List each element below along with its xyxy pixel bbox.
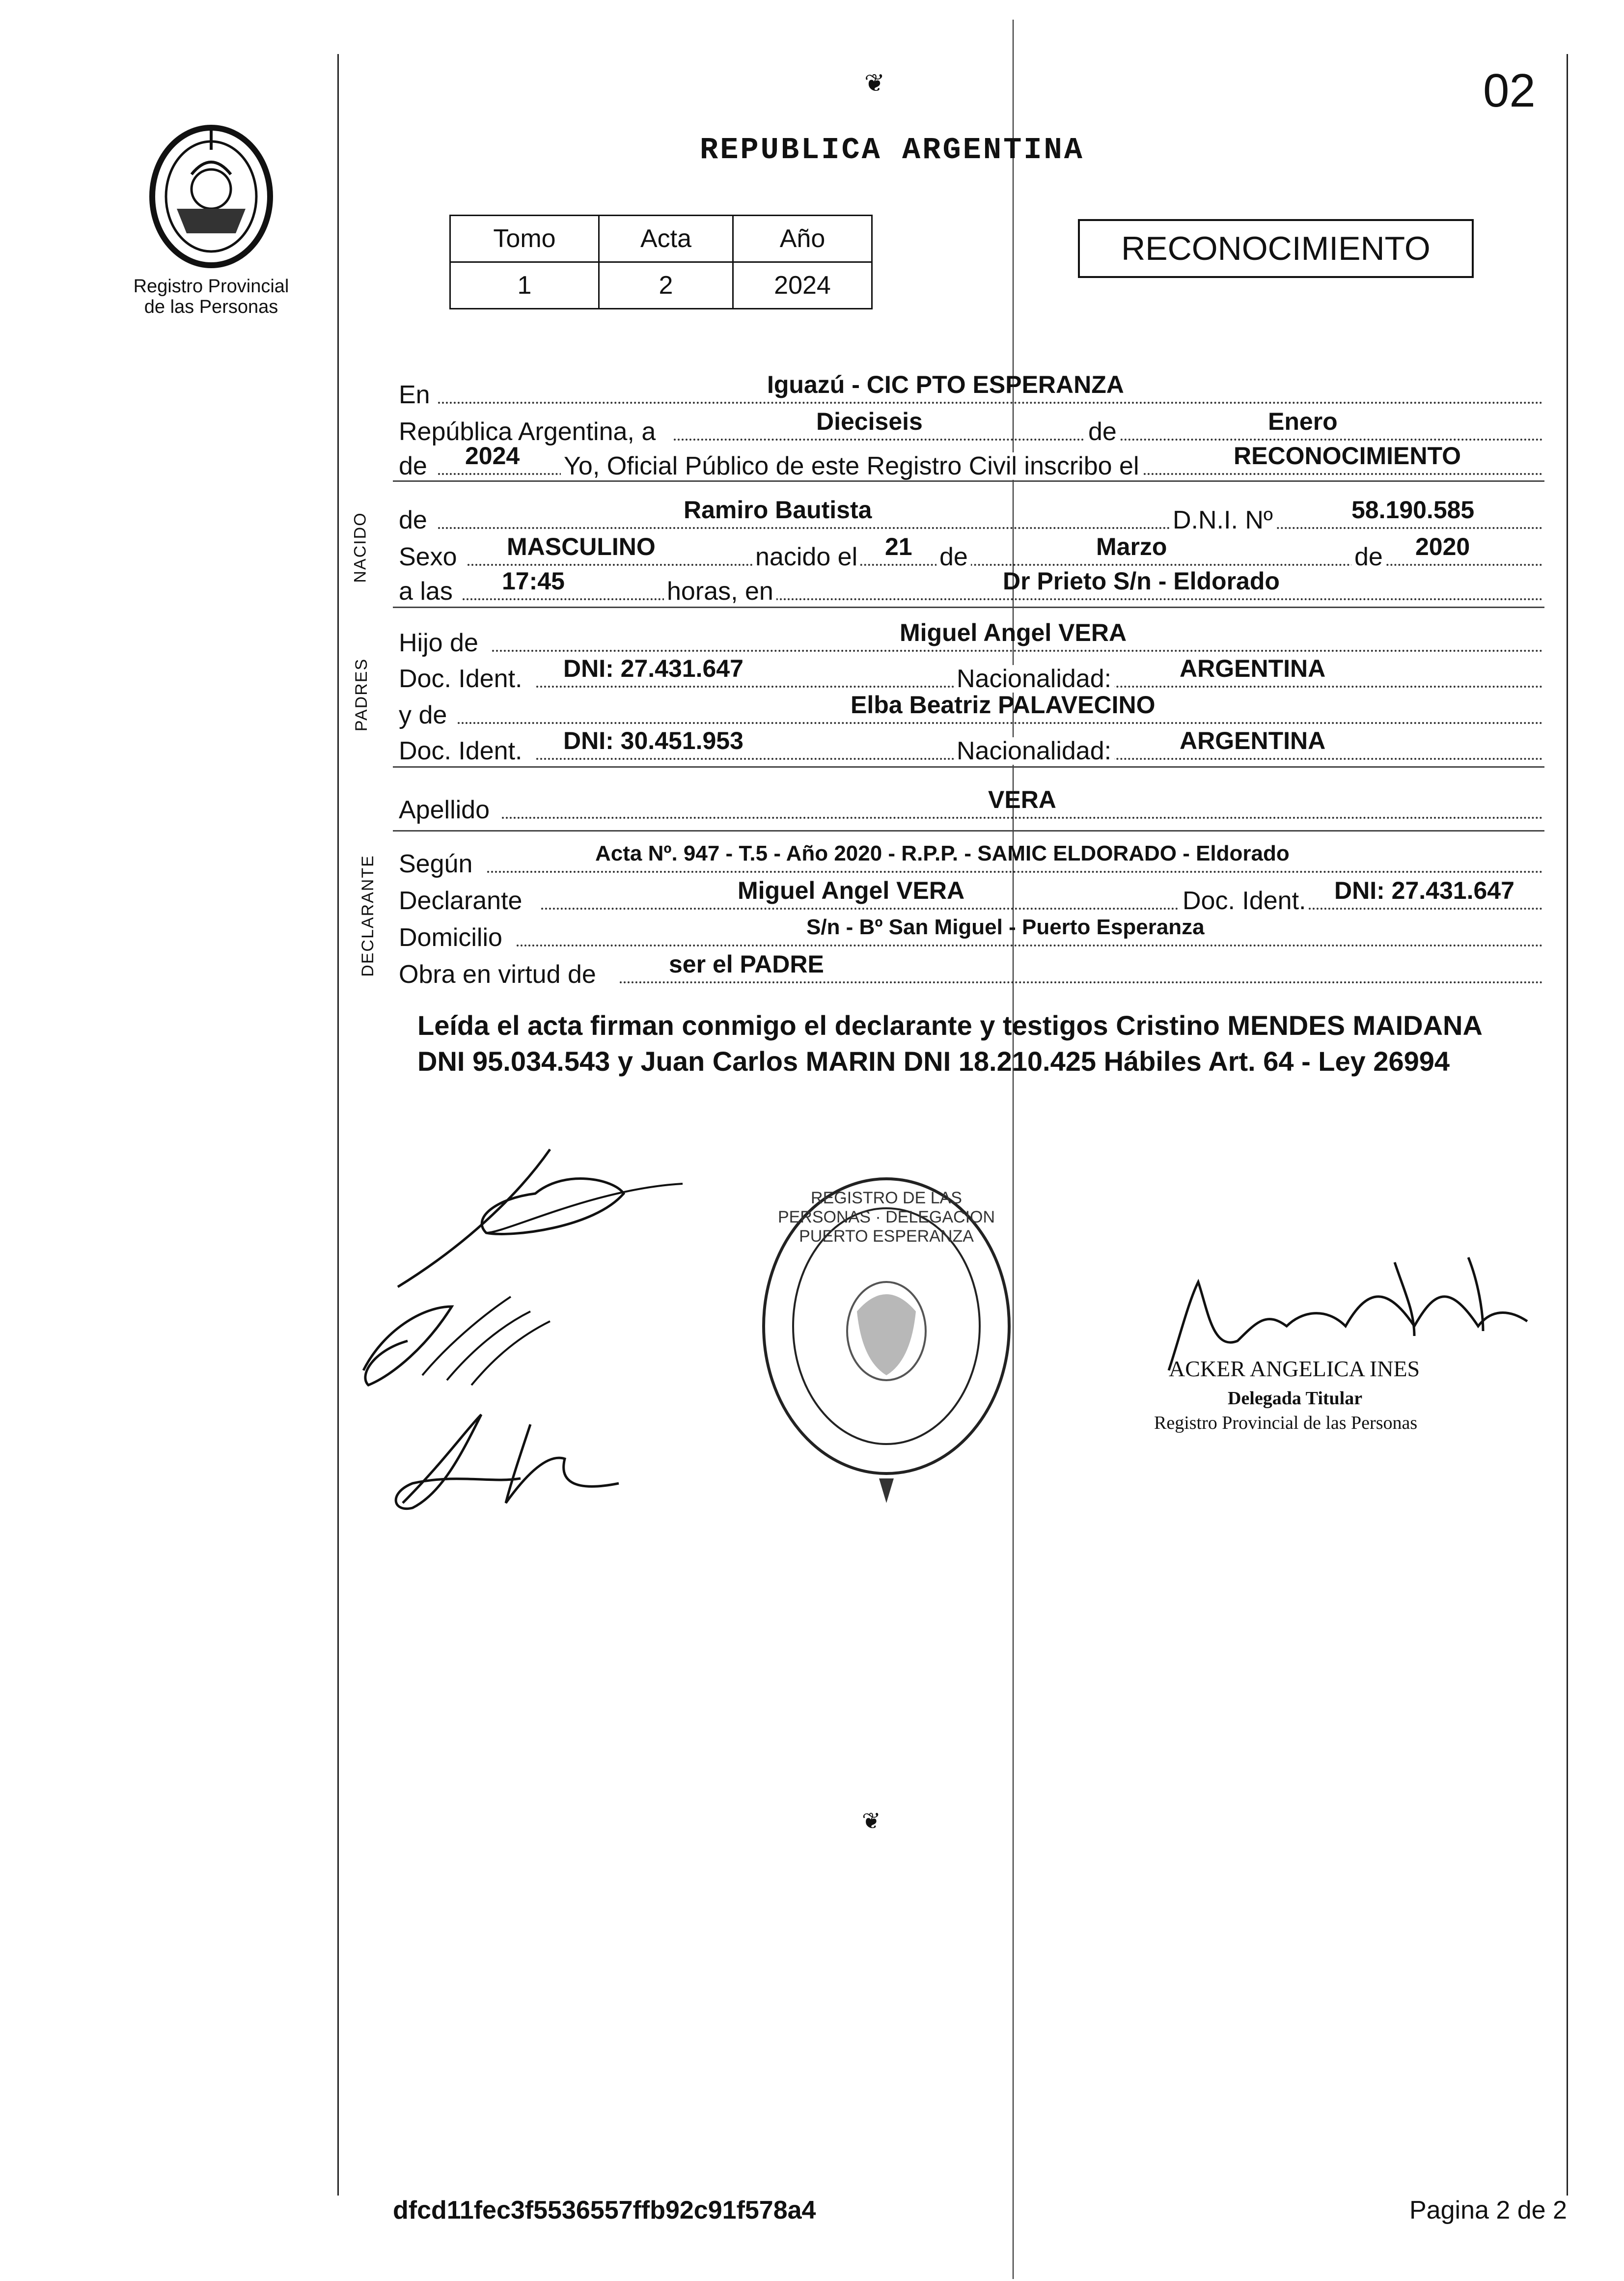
value-declarante: Miguel Angel VERA xyxy=(738,877,965,904)
value-nac-anio: 2020 xyxy=(1415,533,1470,560)
page-number: 02 xyxy=(1483,64,1536,117)
divider-2 xyxy=(393,607,1544,608)
label-nacido: nacido el xyxy=(752,543,860,571)
form-row-nombre xyxy=(399,496,1543,534)
value-inscripcion: RECONOCIMIENTO xyxy=(1234,442,1461,470)
province-seal-caption xyxy=(118,276,304,317)
form-row-fecha xyxy=(399,410,1543,445)
form-row-hora xyxy=(399,567,1543,606)
seal-caption-line-1: Registro Provincial xyxy=(133,276,289,297)
value-mes: Enero xyxy=(1268,408,1338,435)
label-doc3: Doc. Ident. xyxy=(1180,887,1309,915)
label-de2: de xyxy=(399,452,430,480)
seal-caption-line-2: de las Personas xyxy=(144,297,278,317)
document-type-box: RECONOCIMIENTO xyxy=(1078,219,1474,278)
closing-note-line-2: DNI 95.034.543 y Juan Carlos MARIN DNI 18.210.425 Hábiles Art. 64 - Ley 26994 xyxy=(417,1046,1450,1077)
label-de3: de xyxy=(399,506,430,534)
value-madre: Elba Beatriz PALAVECINO xyxy=(851,691,1156,719)
value-madre-doc: DNI: 30.451.953 xyxy=(563,727,743,754)
divider-1 xyxy=(393,480,1544,482)
form-row-domicilio xyxy=(399,916,1543,951)
center-fold-line xyxy=(1013,20,1014,2279)
divider-4 xyxy=(393,830,1544,832)
label-apellido: Apellido xyxy=(399,796,493,824)
form-row-padre-doc xyxy=(399,657,1543,693)
record-table-header-row xyxy=(450,216,872,262)
label-hijo: Hijo de xyxy=(399,629,481,657)
label-obra: Obra en virtud de xyxy=(399,961,599,988)
value-acta: 2 xyxy=(599,262,733,309)
value-dia: Dieciseis xyxy=(816,408,923,435)
value-hora: 17:45 xyxy=(502,567,565,595)
form-row-obra xyxy=(399,950,1543,989)
label-alas: a las xyxy=(399,578,456,605)
signature-declarante xyxy=(383,1395,638,1525)
label-oficial: Yo, Oficial Público de este Registro Civil inscribo el xyxy=(561,452,1142,480)
top-emblem-icon: ❦ xyxy=(864,69,885,97)
value-madre-nac: ARGENTINA xyxy=(1180,727,1326,754)
header-tomo: Tomo xyxy=(450,216,599,262)
label-en: En xyxy=(399,381,433,409)
value-dni: 58.190.585 xyxy=(1351,496,1475,524)
record-table-value-row xyxy=(450,262,872,309)
right-margin-line xyxy=(1567,54,1568,2196)
label-de5: de xyxy=(1351,543,1386,571)
label-de: de xyxy=(1085,418,1120,445)
value-anio: 2024 xyxy=(733,262,872,309)
label-republica: República Argentina, a xyxy=(399,418,659,445)
section-label-padres: PADRES xyxy=(352,658,371,732)
label-domicilio: Domicilio xyxy=(399,924,505,951)
form-row-padre xyxy=(399,621,1543,657)
form-row-inscripcion xyxy=(399,442,1543,480)
province-seal-icon xyxy=(138,120,285,273)
value-sexo: MASCULINO xyxy=(507,533,656,560)
page-indicator: Pagina 2 de 2 xyxy=(1409,2196,1567,2225)
value-obra: ser el PADRE xyxy=(669,950,824,978)
value-padre: Miguel Angel VERA xyxy=(900,619,1127,646)
section-label-nacido: NACIDO xyxy=(351,512,370,583)
official-name: ACKER ANGELICA INES xyxy=(1169,1356,1420,1381)
label-sexo: Sexo xyxy=(399,543,460,571)
label-dni: D.N.I. Nº xyxy=(1170,506,1276,534)
value-anio: 2024 xyxy=(465,442,520,470)
value-tomo: 1 xyxy=(450,262,599,309)
value-apellido: VERA xyxy=(988,786,1056,813)
section-label-declarante: DECLARANTE xyxy=(358,855,377,977)
label-doc: Doc. Ident. xyxy=(399,665,525,693)
form-row-sexo xyxy=(399,535,1543,571)
left-margin-line xyxy=(337,54,339,2196)
label-horas: horas, en xyxy=(664,578,776,605)
label-doc2: Doc. Ident. xyxy=(399,737,525,765)
label-nacionalidad2: Nacionalidad: xyxy=(954,737,1114,765)
value-domicilio: S/n - Bº San Miguel - Puerto Esperanza xyxy=(806,915,1205,939)
document-hash: dfcd11fec3f5536557ffb92c91f578a4 xyxy=(393,2196,816,2225)
value-nac-dia: 21 xyxy=(885,533,912,560)
form-row-declarante xyxy=(399,879,1543,915)
value-lugar-nac: Dr Prieto S/n - Eldorado xyxy=(1003,567,1280,595)
label-de4: de xyxy=(936,543,971,571)
record-table xyxy=(449,215,873,309)
form-row-apellido xyxy=(399,788,1543,824)
value-nac-mes: Marzo xyxy=(1096,533,1167,560)
value-padre-nac: ARGENTINA xyxy=(1180,655,1326,682)
page-title: REPUBLICA ARGENTINA xyxy=(700,133,1084,167)
value-nombre: Ramiro Bautista xyxy=(684,496,872,524)
value-declarante-doc: DNI: 27.431.647 xyxy=(1334,877,1514,904)
form-row-madre-doc xyxy=(399,729,1543,765)
signature-witness-2 xyxy=(354,1277,560,1407)
form-row-segun xyxy=(399,842,1543,878)
label-declarante: Declarante xyxy=(399,887,525,915)
label-segun: Según xyxy=(399,850,475,878)
label-yde: y de xyxy=(399,701,450,729)
header-acta: Acta xyxy=(599,216,733,262)
value-padre-doc: DNI: 27.431.647 xyxy=(563,655,743,682)
official-title: Delegada Titular xyxy=(1228,1388,1363,1409)
form-row-lugar xyxy=(399,373,1543,409)
label-nacionalidad: Nacionalidad: xyxy=(954,665,1114,693)
form-row-madre xyxy=(399,691,1543,729)
stamp-text: REGISTRO DE LAS PERSONAS · DELEGACION PUERTO ESPERANZA xyxy=(777,1189,995,1246)
value-segun: Acta Nº. 947 - T.5 - Año 2020 - R.P.P. - SAMIC ELDORADO - Eldorado xyxy=(595,841,1290,865)
fold-mark-icon: ❦ xyxy=(862,1808,881,1834)
province-seal xyxy=(138,120,285,273)
header-anio: Año xyxy=(733,216,872,262)
official-office: Registro Provincial de las Personas xyxy=(1154,1413,1418,1433)
closing-note-line-1: Leída el acta firman conmigo el declarante y testigos Cristino MENDES MAIDANA xyxy=(417,1010,1483,1041)
divider-3 xyxy=(393,766,1544,768)
value-lugar: Iguazú - CIC PTO ESPERANZA xyxy=(767,371,1124,398)
